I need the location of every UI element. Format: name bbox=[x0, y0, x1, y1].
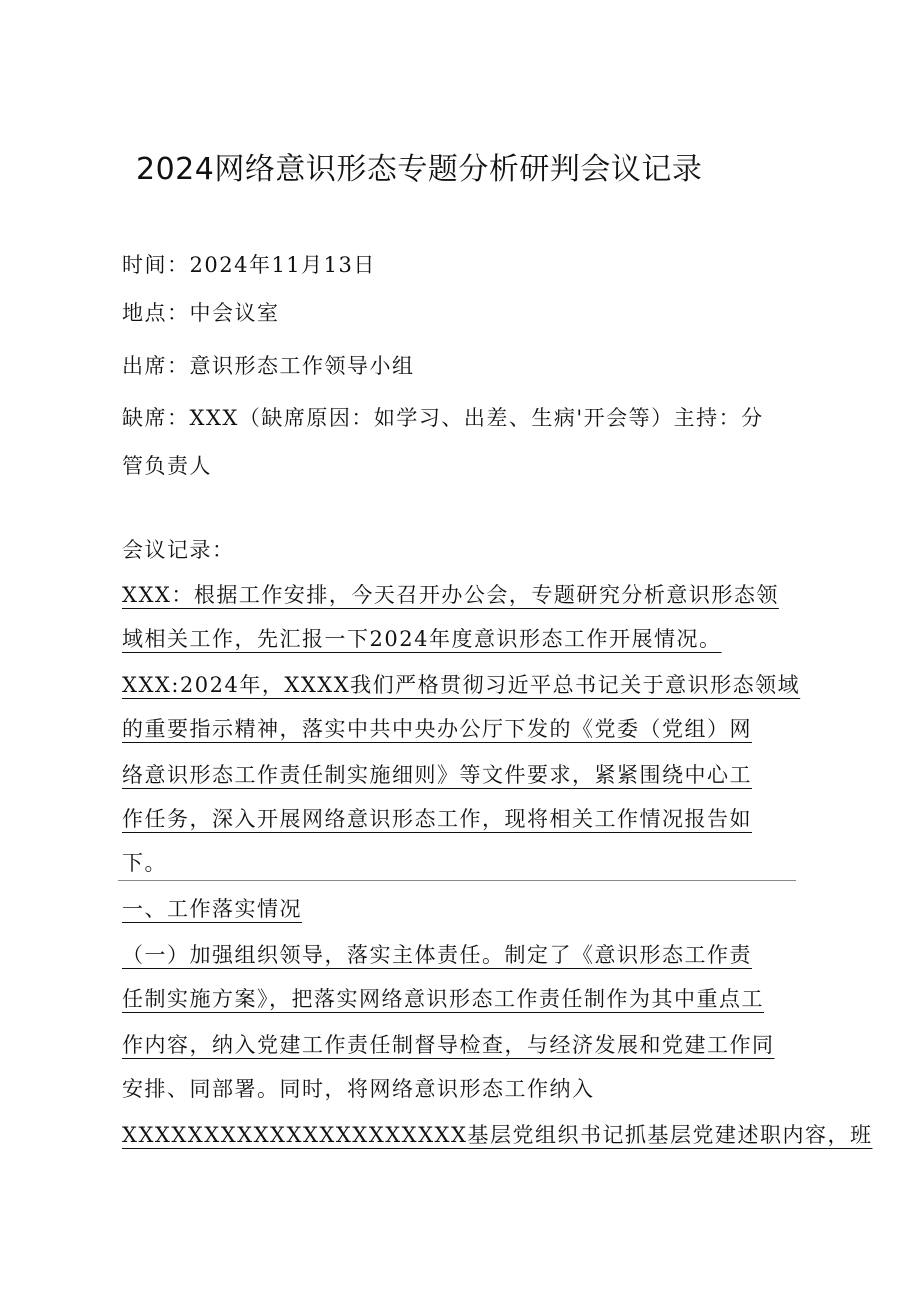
paragraph-2-line-5: 下。 bbox=[122, 851, 167, 875]
paragraph-2-line-3: 络意识形态工作责任制实施细则》等文件要求，紧紧围绕中心工 bbox=[122, 763, 752, 787]
paragraph-3-line-4: 安排、同部署。同时，将网络意识形态工作纳入 bbox=[122, 1077, 595, 1101]
paragraph-3-line-1: （一）加强组织领导，落实主体责任。制定了《意识形态工作责 bbox=[122, 943, 752, 967]
meeting-place: 地点：中会议室 bbox=[122, 301, 280, 325]
document-title: 2024网络意识形态专题分析研判会议记录 bbox=[136, 152, 703, 187]
paragraph-3-line-5: XXXXXXXXXXXXXXXXXXXXX基层党组织书记抓基层党建述职内容，班 bbox=[122, 1123, 873, 1147]
meeting-time: 时间：2024年11月13日 bbox=[122, 253, 376, 277]
paragraph-1-line-2: 域相关工作，先汇报一下2024年度意识形态工作开展情况。 bbox=[122, 627, 722, 651]
paragraph-3-line-3: 作内容，纳入党建工作责任制督导检查，与经济发展和党建工作同 bbox=[122, 1033, 775, 1057]
paragraph-2-line-1: XXX:2024年，XXXX我们严格贯彻习近平总书记关于意识形态领域 bbox=[122, 673, 801, 697]
paragraph-2-line-2: 的重要指示精神，落实中共中央办公厅下发的《党委（党组）网 bbox=[122, 717, 752, 741]
meeting-absent-line-1: 缺席：XXX（缺席原因：如学习、出差、生病'开会等）主持：分 bbox=[122, 406, 764, 430]
paragraph-1-line-1: XXX：根据工作安排，今天召开办公会，专题研究分析意识形态领 bbox=[122, 583, 779, 607]
section-1-heading: 一、工作落实情况 bbox=[122, 897, 302, 921]
meeting-absent-line-2: 管负责人 bbox=[122, 454, 212, 478]
paragraph-2-line-4: 作任务，深入开展网络意识形态工作，现将相关工作情况报告如 bbox=[122, 807, 752, 831]
minutes-label: 会议记录： bbox=[122, 538, 235, 562]
meeting-attendees: 出席：意识形态工作领导小组 bbox=[122, 354, 415, 378]
section-divider bbox=[118, 880, 796, 881]
paragraph-3-line-2: 任制实施方案》，把落实网络意识形态工作责任制作为其中重点工 bbox=[122, 987, 764, 1011]
